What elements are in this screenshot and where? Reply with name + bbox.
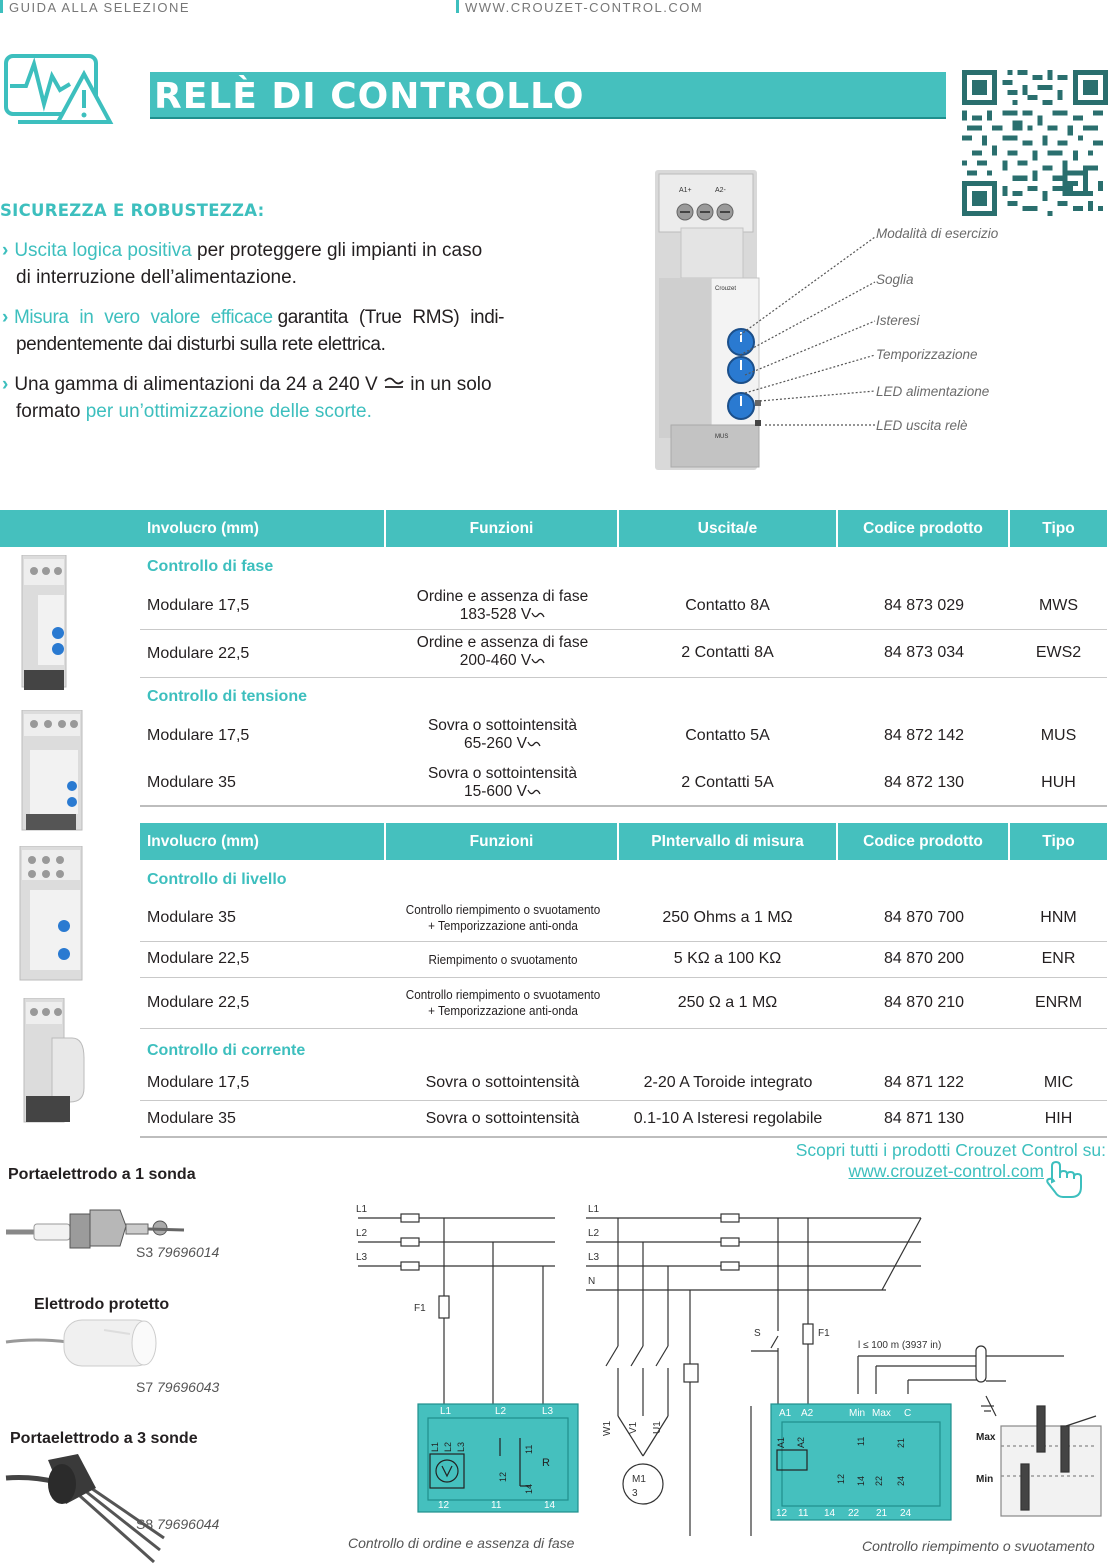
group-current: Controllo di corrente — [147, 1042, 306, 1059]
chevron-right-icon: › — [2, 374, 9, 395]
chevron-right-icon: › — [2, 307, 8, 328]
diag-right-L2: L2 — [588, 1228, 600, 1239]
cell-output: 2 Contatti 5A — [681, 774, 774, 791]
header-site[interactable] — [456, 0, 703, 18]
terminal-a1-label: A1+ — [679, 187, 692, 194]
caption-level-control: Controllo riempimento o svuotamento — [862, 1538, 1095, 1554]
cell-code: 84 871 122 — [883, 1074, 965, 1091]
table-row — [140, 1074, 1107, 1098]
diag-left-top-L2: L2 — [495, 1406, 507, 1417]
diag-right-inner-11: 11 — [856, 1436, 866, 1446]
bullet-2-text: garantita (True RMS) indi- — [277, 307, 505, 328]
diag-left-inner-L1: L1 — [430, 1441, 440, 1452]
cell-type: MIC — [1043, 1074, 1074, 1091]
row-divider — [140, 1136, 1107, 1138]
cell-code: 84 873 029 — [883, 597, 965, 614]
diag-left-bottom-14: 14 — [544, 1500, 556, 1511]
t1-col-outputs: Uscita/e — [619, 510, 838, 547]
table-row — [140, 900, 1107, 936]
t2-col-housing: Involucro (mm) — [140, 823, 386, 860]
diag-right-F1: F1 — [818, 1328, 830, 1339]
cell-housing: Modulare 17,5 — [147, 1074, 250, 1091]
accessory-2-name: Elettrodo protetto — [34, 1296, 170, 1313]
cell-code: 84 871 130 — [883, 1110, 965, 1127]
callout-led-relay: LED uscita relè — [876, 418, 968, 433]
diag-motor-phase: 3 — [632, 1488, 638, 1499]
diag-right-top-Max: Max — [872, 1408, 891, 1419]
diag-right-L3: L3 — [588, 1252, 600, 1263]
diag-left-L2: L2 — [356, 1228, 368, 1239]
cell-output: 2 Contatti 8A — [681, 644, 774, 661]
cell-type: ENR — [1041, 950, 1076, 967]
ac-symbol-icon — [527, 740, 541, 748]
cell-output: Contatto 8A — [685, 597, 770, 614]
diag-motor-label: M1 — [632, 1474, 646, 1485]
group-phase: Controllo di fase — [147, 558, 274, 575]
table-row — [140, 765, 1107, 801]
ac-symbol-icon — [531, 657, 545, 665]
accessory-1-code: S3 79696014 — [136, 1244, 220, 1260]
cell-type: ENRM — [1034, 994, 1083, 1011]
header-guide — [0, 0, 190, 18]
diag-tank-max: Max — [976, 1432, 996, 1443]
diag-left-inner-14: 14 — [524, 1483, 534, 1494]
model-label: MUS — [715, 434, 729, 440]
group-level: Controllo di livello — [147, 871, 287, 888]
diag-left-F1: F1 — [414, 1303, 426, 1314]
diag-right-L1: L1 — [588, 1204, 600, 1215]
diag-right-S: S — [754, 1328, 761, 1339]
protected-electrode-image — [4, 1314, 164, 1374]
probe-holder-3-image — [4, 1450, 174, 1566]
cell-type: HUH — [1041, 774, 1076, 791]
cell-range: 0.1-10 A Isteresi regolabile — [633, 1110, 823, 1127]
diag-right-top-C: C — [904, 1408, 912, 1419]
table-row — [140, 985, 1107, 1021]
diag-right-top-A2: A2 — [801, 1408, 814, 1419]
cell-range: 2-20 A Toroide integrato — [643, 1074, 813, 1091]
cell-code: 84 870 700 — [883, 909, 965, 926]
cell-code: 84 870 210 — [883, 994, 965, 1011]
diag-left-inner-11: 11 — [524, 1444, 534, 1454]
diag-left-L1: L1 — [356, 1204, 368, 1215]
diag-left-bottom-12: 12 — [438, 1500, 450, 1511]
page-title: RELÈ DI CONTROLLO — [154, 76, 585, 117]
discover-text: Scopri tutti i prodotti Crouzet Control su: — [795, 1140, 1106, 1160]
bullet-1-text: per proteggere gli impianti in caso — [197, 240, 483, 261]
cell-function: Ordine e assenza di fase 183-528 V — [416, 588, 589, 623]
bullet-2 — [2, 304, 530, 358]
bullet-1-highlight: Uscita logica positiva — [14, 240, 192, 261]
cell-output: Contatto 5A — [685, 727, 770, 744]
cell-housing: Modulare 22,5 — [147, 645, 250, 662]
diag-left-inner-L2: L2 — [443, 1441, 453, 1452]
t1-col-type: Tipo — [1042, 520, 1075, 537]
row-divider — [140, 677, 1107, 678]
table-row — [140, 634, 1107, 670]
product-thumb-mws — [20, 555, 68, 693]
cell-type: MWS — [1038, 597, 1079, 614]
accessory-3-name: Portaelettrodo a 3 sonde — [10, 1430, 198, 1447]
diag-left-bottom-11: 11 — [491, 1500, 502, 1511]
brand-label: Crouzet — [715, 286, 737, 292]
cell-range: 250 Ω a 1 MΩ — [677, 994, 778, 1011]
diag-left-R: R — [542, 1457, 550, 1469]
table-row — [140, 1110, 1107, 1134]
cell-housing: Modulare 22,5 — [147, 994, 250, 1011]
t2-col-type: Tipo — [1042, 833, 1075, 850]
diag-tank-min: Min — [976, 1474, 994, 1485]
section-heading: SICUREZZA E ROBUSTEZZA: — [0, 201, 265, 220]
table2-header — [140, 823, 1107, 860]
bullet-3-highlight: per un’ottimizzazione delle scorte. — [85, 401, 372, 422]
cell-range: 250 Ohms a 1 MΩ — [662, 909, 793, 926]
diag-right-bottom-21: 21 — [876, 1508, 888, 1519]
callout-mode: Modalità di esercizio — [876, 226, 999, 241]
bullet-3 — [2, 371, 530, 425]
row-divider — [140, 1100, 1107, 1101]
diag-right-top-A1: A1 — [779, 1408, 792, 1419]
table-row — [140, 941, 1107, 977]
table1-header — [0, 510, 1107, 547]
cell-type: HNM — [1040, 909, 1077, 926]
monitor-warning-icon — [4, 54, 114, 130]
site-label[interactable]: WWW.CROUZET-CONTROL.COM — [465, 0, 704, 15]
cell-housing: Modulare 35 — [147, 909, 236, 926]
diag-right-bottom-11: 11 — [798, 1508, 809, 1519]
website-link[interactable]: www.crouzet-control.com — [848, 1161, 1044, 1181]
diag-right-N: N — [588, 1276, 596, 1287]
cell-range: 5 KΩ a 100 KΩ — [673, 950, 782, 967]
diag-left-top-L1: L1 — [440, 1406, 452, 1417]
cell-function: Controllo riempimento o svuotamento + Temporizzazione anti-onda — [405, 987, 601, 1018]
cell-type: EWS2 — [1035, 644, 1082, 661]
caption-phase-control: Controllo di ordine e assenza di fase — [348, 1535, 575, 1551]
product-thumb-hnm — [18, 846, 86, 984]
callout-led-power: LED alimentazione — [876, 384, 990, 399]
accessory-2-code: S7 79696043 — [136, 1379, 220, 1395]
cell-housing: Modulare 22,5 — [147, 950, 250, 967]
diag-right-bottom-22: 22 — [848, 1508, 860, 1519]
bullet-2-line2: pendentemente dai disturbi sulla rete elettrica. — [16, 334, 386, 355]
row-divider — [140, 977, 1107, 978]
t2-col-code: Codice prodotto — [838, 823, 1010, 860]
cell-function: Controllo riempimento o svuotamento + Temporizzazione anti-onda — [405, 902, 601, 933]
diag-right-inner-A1: A1 — [776, 1436, 786, 1448]
group-voltage: Controllo di tensione — [147, 688, 307, 705]
diag-motor-W1: W1 — [602, 1421, 613, 1436]
callout-timer: Temporizzazione — [876, 347, 978, 362]
row-divider — [140, 1028, 1107, 1029]
cell-code: 84 873 034 — [883, 644, 965, 661]
diag-right-bottom-24: 24 — [900, 1508, 912, 1519]
ac-symbol-icon — [527, 788, 541, 796]
diag-motor-V1: V1 — [628, 1421, 639, 1434]
ac-symbol-icon — [531, 611, 545, 619]
diag-right-inner-14: 14 — [856, 1475, 866, 1486]
t2-col-functions: Funzioni — [386, 823, 619, 860]
product-thumb-huh — [20, 710, 84, 834]
diag-left-L3: L3 — [356, 1252, 368, 1263]
t2-col-range: PIntervallo di misura — [619, 823, 838, 860]
diag-right-inner-22: 22 — [874, 1475, 884, 1486]
callout-threshold: Soglia — [876, 272, 914, 287]
terminal-a2-label: A2- — [715, 187, 726, 194]
cell-type: HIH — [1044, 1110, 1073, 1127]
row-divider — [140, 805, 1107, 807]
cell-function: Sovra o sottointensità — [425, 1074, 580, 1091]
diag-right-bottom-12: 12 — [776, 1508, 788, 1519]
bullet-3-rest: in un solo — [410, 374, 492, 395]
diag-left-inner-L3: L3 — [456, 1441, 466, 1452]
callout-hysteresis: Isteresi — [876, 313, 920, 328]
cell-code: 84 872 142 — [883, 727, 965, 744]
cell-code: 84 870 200 — [883, 950, 965, 967]
product-thumb-mic — [22, 998, 86, 1126]
title-band — [150, 72, 946, 119]
bullet-1-line2: di interruzione dell’alimentazione. — [16, 267, 297, 288]
bullet-2-highlight: Misura in vero valore efficace — [13, 307, 273, 328]
cell-type: MUS — [1040, 727, 1077, 744]
cell-housing: Modulare 17,5 — [147, 597, 250, 614]
cell-housing: Modulare 17,5 — [147, 727, 250, 744]
accessory-3-code: S8 79696044 — [136, 1516, 220, 1532]
diag-distance-label: l ≤ 100 m (3937 in) — [858, 1340, 942, 1351]
qr-code[interactable] — [962, 70, 1108, 216]
diag-right-top-Min: Min — [849, 1408, 866, 1419]
diag-right-inner-A2: A2 — [796, 1436, 806, 1448]
row-divider — [140, 629, 1107, 630]
diag-right-inner-24: 24 — [896, 1475, 906, 1486]
hand-pointer-icon[interactable] — [1042, 1160, 1084, 1198]
cell-housing: Modulare 35 — [147, 774, 236, 791]
callout-leaders — [740, 225, 880, 435]
table-row — [140, 717, 1107, 753]
t1-col-code: Codice prodotto — [838, 510, 1010, 547]
accessory-1-name: Portaelettrodo a 1 sonda — [8, 1166, 196, 1183]
cell-function: Sovra o sottointensità 15-600 V — [427, 765, 578, 800]
bullet-3-text: Una gamma di alimentazioni da 24 a 240 V — [14, 374, 378, 395]
cell-code: 84 872 130 — [883, 774, 965, 791]
diag-left-top-L3: L3 — [542, 1406, 554, 1417]
diag-left-inner-12: 12 — [498, 1471, 508, 1482]
t1-col-functions: Funzioni — [386, 510, 619, 547]
level-control-wiring-diagram — [586, 1196, 1110, 1536]
cell-function: Sovra o sottointensità 65-260 V — [427, 717, 578, 752]
chevron-right-icon: › — [2, 240, 9, 261]
diag-right-bottom-14: 14 — [824, 1508, 836, 1519]
phase-control-wiring-diagram — [350, 1196, 590, 1526]
ac-dc-symbol-icon — [383, 377, 405, 391]
table-row — [140, 588, 1107, 624]
guide-label: GUIDA ALLA SELEZIONE — [9, 0, 191, 15]
cell-function: Sovra o sottointensità — [425, 1110, 580, 1127]
bullet-3-line2: formato — [16, 401, 81, 422]
diag-right-inner-12: 12 — [836, 1473, 846, 1484]
bullet-1 — [2, 237, 530, 291]
t1-col-housing: Involucro (mm) — [140, 510, 386, 547]
cell-function: Ordine e assenza di fase 200-460 V — [416, 634, 589, 669]
diag-motor-U1: U1 — [652, 1421, 663, 1434]
diag-right-inner-21: 21 — [896, 1437, 906, 1448]
cell-housing: Modulare 35 — [147, 1110, 236, 1127]
cell-function: Riempimento o svuotamento — [428, 952, 578, 967]
